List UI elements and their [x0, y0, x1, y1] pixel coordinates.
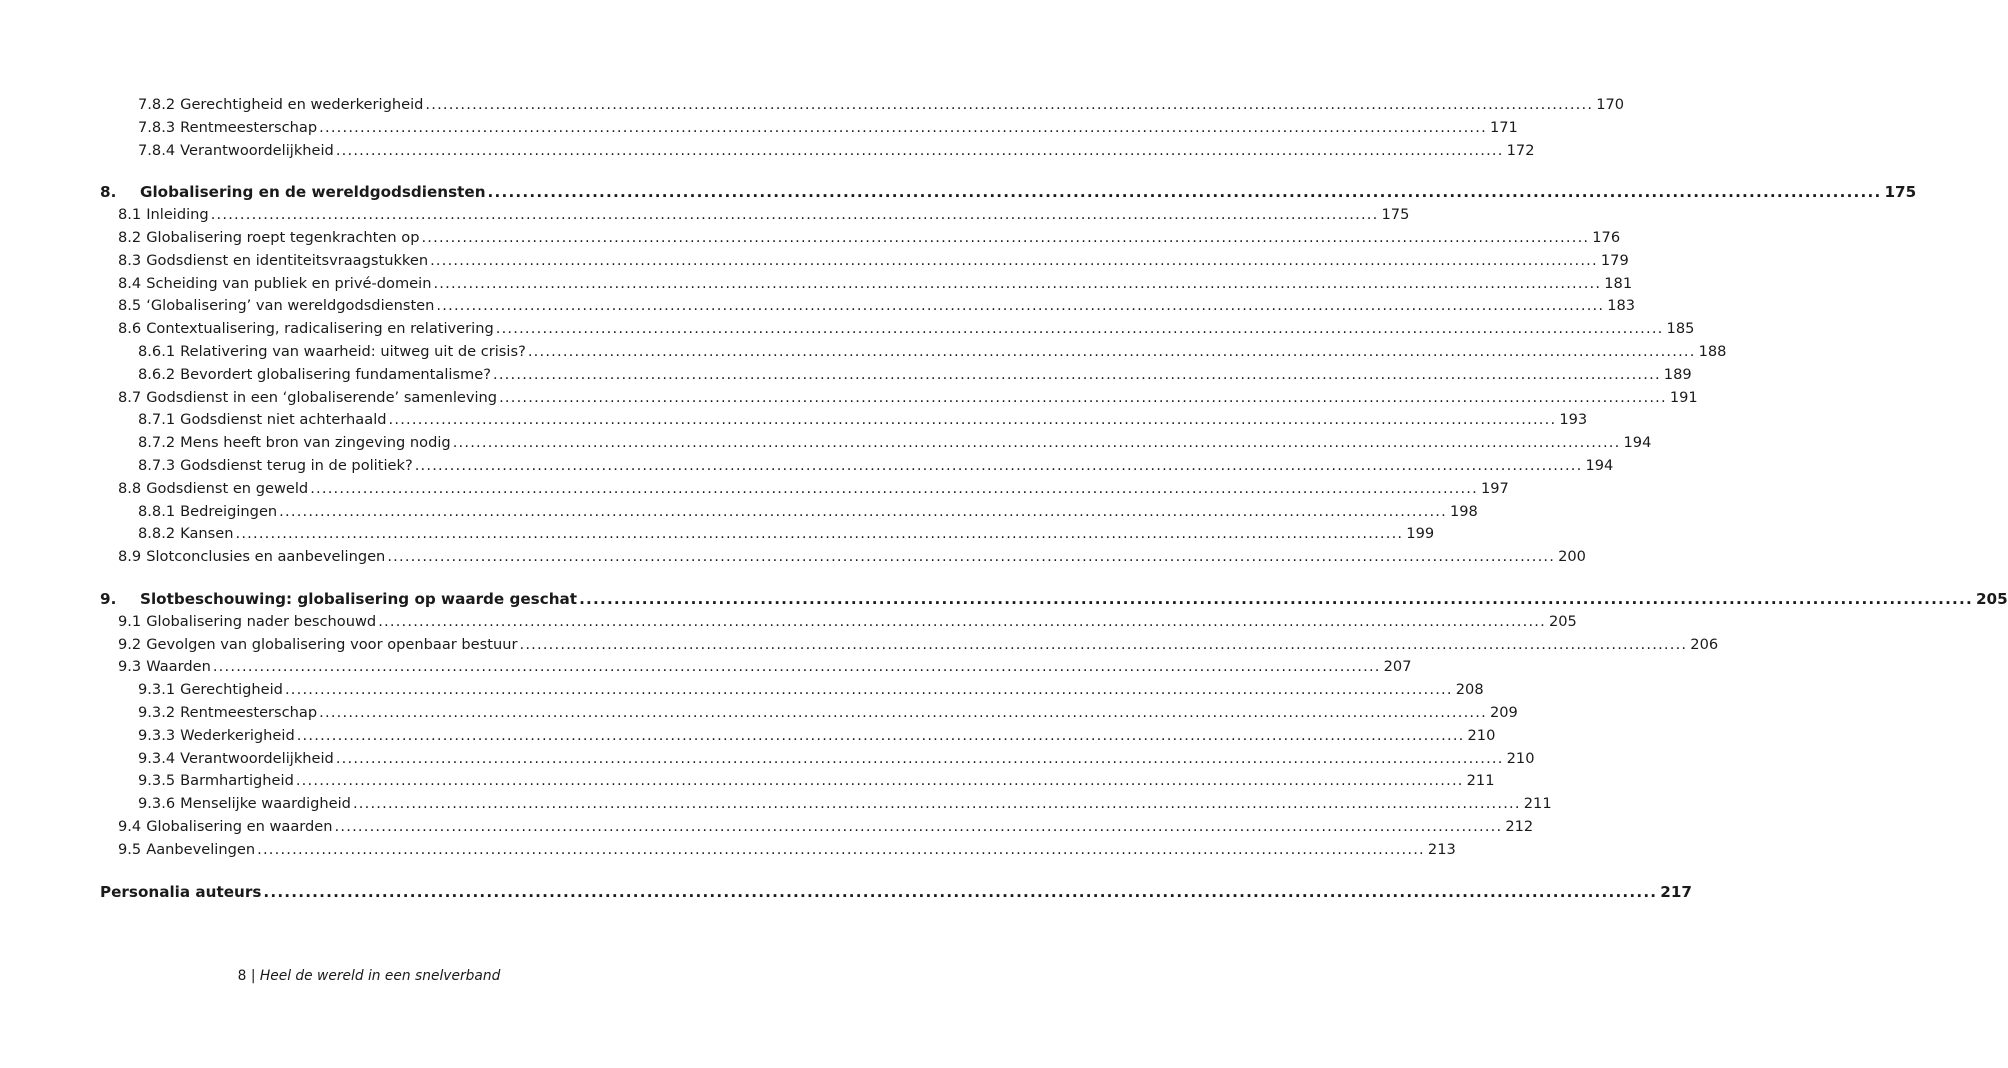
toc-section-entry[interactable]	[100, 611, 1577, 634]
toc-entry-page: 193	[1559, 411, 1588, 429]
toc-subsection-entry[interactable]	[100, 770, 1495, 793]
toc-dot-leader: ........................................................................................................................................................................................................	[519, 635, 1688, 653]
toc-dot-leader: ........................................................................................................................................................................................................	[296, 726, 1465, 744]
toc-dot-leader: ........................................................................................................................................................................................................	[493, 365, 1661, 383]
toc-entry-page: 206	[1690, 635, 1719, 653]
toc-entry-number: 9.	[100, 589, 117, 608]
toc-entry-page: 205	[1548, 612, 1577, 630]
toc-entry-page: 179	[1600, 251, 1629, 269]
toc-entry-title: Globalisering roept tegenkrachten op	[146, 228, 420, 246]
toc-entry-page: 197	[1480, 479, 1509, 497]
toc-subsection-entry[interactable]	[100, 94, 1625, 117]
toc-entry-page: 207	[1383, 658, 1412, 676]
toc-section-entry[interactable]	[100, 546, 1586, 569]
toc-entry-page: 211	[1523, 795, 1552, 813]
toc-entry-title: Relativering van waarheid: uitweg uit de crisis?	[180, 342, 526, 360]
toc-section-entry[interactable]	[100, 387, 1698, 410]
toc-subsection-entry[interactable]	[100, 140, 1535, 163]
toc-subsection-entry[interactable]	[100, 409, 1588, 432]
page-footer	[0, 968, 738, 984]
toc-dot-leader: ........................................................................................................................................................................................................	[310, 479, 1478, 497]
toc-entry-number: 9.3.6	[138, 795, 176, 813]
toc-subsection-entry[interactable]	[100, 702, 1518, 725]
toc-dot-leader: ........................................................................................................................................................................................................	[436, 297, 1605, 315]
toc-chapter-entry[interactable]	[100, 881, 1692, 904]
toc-section-entry[interactable]	[100, 227, 1621, 250]
toc-entry-title: Godsdienst in een ‘globaliserende’ samenleving	[146, 388, 498, 406]
toc-entry-number: 9.5	[118, 840, 142, 858]
toc-entry-number: 9.3.1	[138, 681, 176, 699]
toc-dot-leader: ........................................................................................................................................................................................................	[388, 411, 1557, 429]
toc-dot-leader: ........................................................................................................................................................................................................	[210, 206, 1379, 224]
toc-entry-number: 8.1	[118, 206, 142, 224]
toc-entry-page: 183	[1607, 297, 1636, 315]
toc-dot-leader: ........................................................................................................................................................................................................	[487, 183, 1882, 202]
toc-entry-title: Menselijke waardigheid	[180, 795, 351, 813]
toc-dot-leader: ........................................................................................................................................................................................................	[295, 772, 1464, 790]
toc-entry-title: Globalisering en de wereldgodsdiensten	[140, 183, 486, 202]
toc-entry-title: Globalisering nader beschouwd	[146, 612, 377, 630]
toc-section-entry[interactable]	[100, 634, 1719, 657]
toc-entry-page: 213	[1427, 840, 1456, 858]
toc-entry-number: 8.4	[118, 274, 142, 292]
toc-dot-leader: ........................................................................................................................................................................................................	[334, 817, 1503, 835]
footer-page-number: 8	[237, 968, 247, 984]
toc-entry-number: 8.5	[118, 297, 142, 315]
toc-entry-number: 7.8.2	[138, 96, 176, 113]
toc-entry-title: Slotconclusies en aanbevelingen	[146, 548, 386, 566]
toc-entry-page: 198	[1449, 502, 1478, 520]
toc-entry-page: 194	[1623, 434, 1652, 452]
toc-entry-number: 8.7	[118, 388, 142, 406]
toc-dot-leader: ........................................................................................................................................................................................................	[421, 228, 1590, 246]
toc-entry-number: 9.3.5	[138, 772, 176, 790]
toc-entry-page: 210	[1467, 726, 1496, 744]
toc-entry-page: 194	[1585, 456, 1614, 474]
toc-entry-page: 172	[1506, 141, 1535, 159]
toc-entry-title: Verantwoordelijkheid	[180, 141, 334, 159]
toc-entry-title: Personalia auteurs	[100, 882, 262, 901]
toc-entry-page: 175	[1381, 206, 1410, 224]
toc-entry-page: 171	[1489, 118, 1518, 136]
toc-subsection-entry[interactable]	[100, 793, 1552, 816]
toc-dot-leader: ........................................................................................................................................................................................................	[430, 251, 1598, 269]
toc-entry-title: Aanbevelingen	[146, 840, 256, 858]
toc-subsection-entry[interactable]	[100, 523, 1435, 546]
toc-entry-title: Verantwoordelijkheid	[180, 749, 334, 767]
toc-entry-page: 199	[1406, 525, 1435, 543]
toc-entry-title: Gevolgen van globalisering voor openbaar bestuur	[146, 635, 518, 653]
toc-entry-title: Contextualisering, radicalisering en relativering	[146, 320, 494, 338]
toc-entry-page: 191	[1669, 388, 1698, 406]
toc-subsection-entry[interactable]	[100, 679, 1484, 702]
toc-entry-number: 8.2	[118, 228, 142, 246]
toc-entry-page: 208	[1455, 681, 1484, 699]
toc-entry-page: 189	[1663, 365, 1692, 383]
toc-chapter-entry[interactable]	[100, 181, 1917, 204]
toc-entry-number: 8.7.3	[138, 456, 176, 474]
toc-dot-leader: ........................................................................................................................................................................................................	[433, 274, 1602, 292]
toc-entry-number: 9.3.2	[138, 703, 176, 721]
toc-subsection-entry[interactable]	[100, 748, 1535, 771]
toc-entry-page: 217	[1660, 882, 1692, 901]
toc-entry-page: 176	[1592, 228, 1621, 246]
toc-dot-leader: ........................................................................................................................................................................................................	[235, 525, 1404, 543]
toc-section-entry[interactable]	[100, 295, 1636, 318]
toc-entry-page: 200	[1558, 548, 1586, 566]
toc-section-entry[interactable]	[100, 656, 1412, 679]
toc-entry-title: Rentmeesterschap	[180, 118, 318, 136]
toc-dot-leader: ........................................................................................................................................................................................................	[414, 456, 1583, 474]
toc-dot-leader: ........................................................................................................................................................................................................	[378, 612, 1546, 630]
toc-section-entry[interactable]	[100, 250, 1629, 273]
toc-entry-number: 9.3.3	[138, 726, 176, 744]
toc-entry-number: 8.6	[118, 320, 142, 338]
toc-entry-number: 9.2	[118, 635, 142, 653]
toc-entry-title: Bevordert globalisering fundamentalisme?	[180, 365, 491, 383]
toc-entry-title: Rentmeesterschap	[180, 703, 318, 721]
toc-entry-number: 7.8.4	[138, 141, 176, 159]
toc-entry-title: Godsdienst en geweld	[146, 479, 309, 497]
toc-entry-title: Mens heeft bron van zingeving nodig	[180, 434, 451, 452]
toc-entry-number: 9.1	[118, 612, 142, 630]
toc-entry-number: 8.7.1	[138, 411, 176, 429]
toc-dot-leader: ........................................................................................................................................................................................................	[263, 882, 1658, 901]
toc-entry-number: 8.8.2	[138, 525, 176, 543]
table-of-contents	[100, 94, 2008, 903]
toc-dot-leader: ........................................................................................................................................................................................................	[387, 548, 1556, 566]
toc-entry-title: Bedreigingen	[180, 502, 278, 520]
toc-subsection-entry[interactable]	[100, 117, 1518, 140]
toc-entry-title: Godsdienst en identiteitsvraagstukken	[146, 251, 429, 269]
toc-entry-number: 8.7.2	[138, 434, 176, 452]
toc-chapter-entry[interactable]	[100, 588, 2008, 611]
toc-section-entry[interactable]	[100, 204, 1410, 227]
toc-dot-leader: ........................................................................................................................................................................................................	[527, 342, 1696, 360]
toc-entry-number: 8.3	[118, 251, 142, 269]
footer-book-title: Heel de wereld in een snelverband	[259, 968, 501, 984]
toc-dot-leader: ........................................................................................................................................................................................................	[425, 96, 1594, 113]
toc-entry-page: 185	[1666, 320, 1695, 338]
toc-entry-title: Inleiding	[146, 206, 209, 224]
toc-dot-leader: ........................................................................................................................................................................................................	[319, 703, 1487, 721]
toc-entry-number: 8.6.2	[138, 365, 176, 383]
toc-entry-page: 210	[1506, 749, 1535, 767]
toc-entry-number: 9.3	[118, 658, 142, 676]
toc-entry-number: 8.6.1	[138, 342, 176, 360]
toc-entry-number: 8.	[100, 183, 117, 202]
toc-entry-page: 211	[1466, 772, 1495, 790]
toc-entry-page: 212	[1505, 817, 1534, 835]
toc-entry-number: 8.9	[118, 548, 142, 566]
toc-entry-title: Wederkerigheid	[180, 726, 295, 744]
toc-entry-title: Godsdienst niet achterhaald	[180, 411, 387, 429]
toc-dot-leader: ........................................................................................................................................................................................................	[284, 681, 1453, 699]
toc-entry-page: 170	[1596, 96, 1625, 113]
toc-dot-leader: ........................................................................................................................................................................................................	[335, 141, 1504, 159]
toc-dot-leader: ........................................................................................................................................................................................................	[335, 749, 1504, 767]
toc-dot-leader: ........................................................................................................................................................................................................	[352, 795, 1521, 813]
toc-section-entry[interactable]	[100, 318, 1695, 341]
toc-subsection-entry[interactable]	[100, 501, 1478, 524]
toc-entry-page: 181	[1604, 274, 1633, 292]
toc-dot-leader: ........................................................................................................................................................................................................	[452, 434, 1621, 452]
toc-subsection-entry[interactable]	[100, 455, 1614, 478]
toc-subsection-entry[interactable]	[100, 432, 1652, 455]
toc-entry-title: Waarden	[146, 658, 211, 676]
toc-entry-number: 8.8	[118, 479, 142, 497]
toc-entry-title: Scheiding van publiek en privé-domein	[146, 274, 432, 292]
toc-entry-number: 9.4	[118, 817, 142, 835]
toc-entry-page: 175	[1884, 183, 1917, 202]
toc-entry-title: ‘Globalisering’ van wereldgodsdiensten	[146, 297, 435, 315]
toc-dot-leader: ........................................................................................................................................................................................................	[579, 589, 1973, 608]
toc-entry-title: Gerechtigheid en wederkerigheid	[180, 96, 424, 113]
toc-section-entry[interactable]	[100, 839, 1456, 862]
toc-entry-title: Gerechtigheid	[180, 681, 283, 699]
toc-section-entry[interactable]	[100, 273, 1633, 296]
toc-subsection-entry[interactable]	[100, 725, 1496, 748]
toc-dot-leader: ........................................................................................................................................................................................................	[212, 658, 1381, 676]
toc-entry-title: Godsdienst terug in de politiek?	[180, 456, 413, 474]
toc-entry-title: Kansen	[180, 525, 234, 543]
toc-section-entry[interactable]	[100, 478, 1509, 501]
toc-subsection-entry[interactable]	[100, 341, 1727, 364]
toc-entry-number: 9.3.4	[138, 749, 176, 767]
toc-subsection-entry[interactable]	[100, 364, 1692, 387]
toc-entry-number: 7.8.3	[138, 118, 176, 136]
toc-section-entry[interactable]	[100, 816, 1534, 839]
toc-entry-title: Barmhartigheid	[180, 772, 294, 790]
toc-dot-leader: ........................................................................................................................................................................................................	[279, 502, 1447, 520]
toc-dot-leader: ........................................................................................................................................................................................................	[495, 320, 1664, 338]
toc-dot-leader: ........................................................................................................................................................................................................	[257, 840, 1425, 858]
toc-entry-title: Slotbeschouwing: globalisering op waarde geschat	[140, 589, 578, 608]
footer-separator: |	[250, 968, 256, 984]
toc-entry-page: 209	[1489, 703, 1518, 721]
toc-entry-number: 8.8.1	[138, 502, 176, 520]
toc-dot-leader: ........................................................................................................................................................................................................	[319, 118, 1487, 136]
toc-dot-leader: ........................................................................................................................................................................................................	[499, 388, 1667, 406]
toc-entry-title: Globalisering en waarden	[146, 817, 333, 835]
toc-entry-page: 205	[1975, 589, 2008, 608]
toc-entry-page: 188	[1698, 342, 1727, 360]
